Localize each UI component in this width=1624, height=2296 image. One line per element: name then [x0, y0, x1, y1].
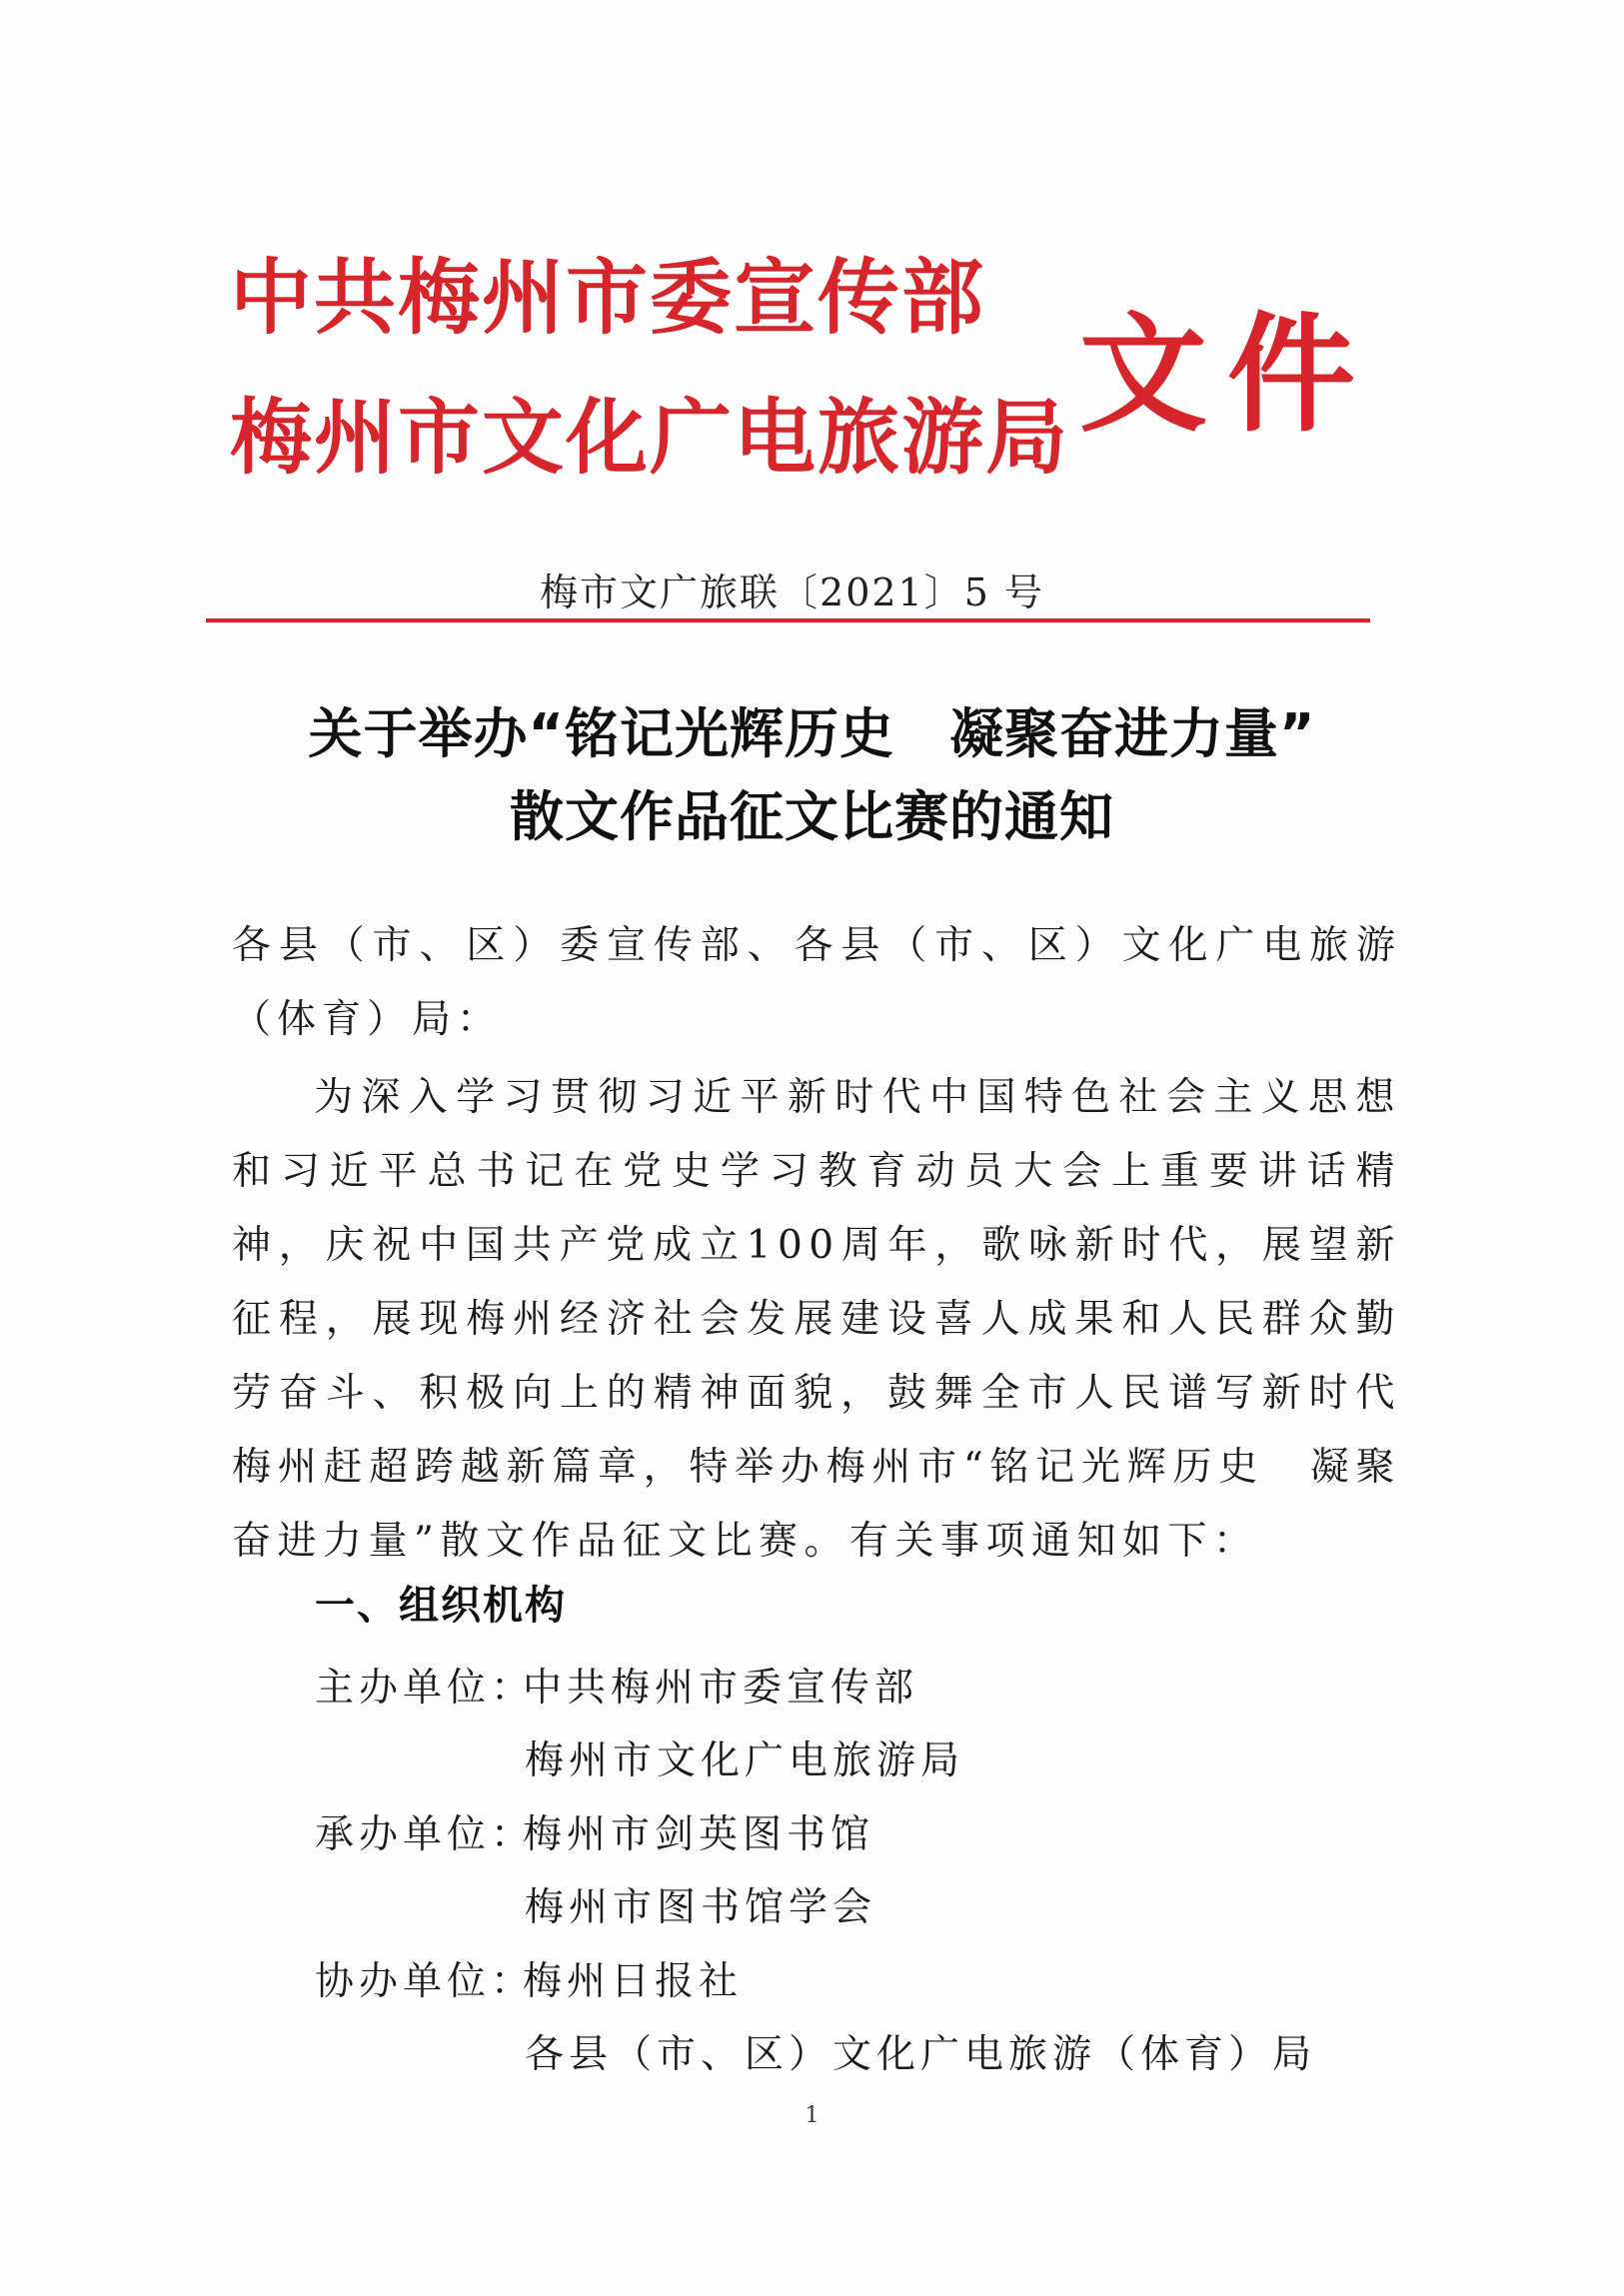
host-value-2: 梅州市文化广电旅游局: [525, 1738, 965, 1783]
document-number: 梅市文广旅联〔2021〕5 号: [540, 571, 1044, 614]
host-value-1: 中共梅州市委宣传部: [523, 1666, 919, 1711]
page-number: 1: [805, 2103, 819, 2128]
issuer-name-1: 中共梅州市委宣传部: [230, 251, 986, 346]
salutation: 各县（市、区）委宣传部、各县（市、区）文化广电旅游（体育）局：: [232, 923, 1401, 1042]
co-organizer-label: 协办单位：: [315, 1959, 536, 2004]
co-organizer-row: [315, 1959, 744, 2004]
host-label: 主办单位：: [315, 1666, 536, 1711]
organizer-value-2: 梅州市图书馆学会: [525, 1885, 877, 1930]
organizer-value-1: 梅州市剑英图书馆: [523, 1812, 875, 1857]
issuer-name-2: 梅州市文化广电旅游局: [230, 391, 1070, 486]
document-title-line-2: 散文作品征文比赛的通知: [510, 785, 1114, 848]
co-organizer-value-1: 梅州日报社: [523, 1959, 744, 2004]
document-title-line-1: 关于举办“铭记光辉历史 凝聚奋进力量”: [308, 702, 1316, 765]
red-divider-line: [206, 618, 1370, 622]
co-organizer-value-2: 各县（市、区）文化广电旅游（体育）局: [525, 2032, 1317, 2077]
body-paragraph-1: 为深入学习贯彻习近平新时代中国特色社会主义思想和习近平总书记在党史学习教育动员大会上重要讲话精神，庆祝中国共产党成立100周年，歌咏新时代，展望新征程，展现梅州经济社会发展建设喜人成果和人民群众勤劳奋斗、积极向上的精神面貌，鼓舞全市人民谱写新时代梅州赶超跨越新篇章，特举办梅州市“铭记光辉历史 凝聚奋进力量”散文作品征文比赛。有关事项通知如下：: [232, 1075, 1401, 1564]
section-heading-organization: 一、组织机构: [315, 1583, 567, 1629]
organizer-row: [315, 1812, 875, 1857]
red-letterhead: [230, 240, 1379, 510]
host-row: [315, 1666, 919, 1711]
document-type-label: 文件: [1079, 301, 1376, 450]
organizer-label: 承办单位：: [315, 1812, 536, 1857]
